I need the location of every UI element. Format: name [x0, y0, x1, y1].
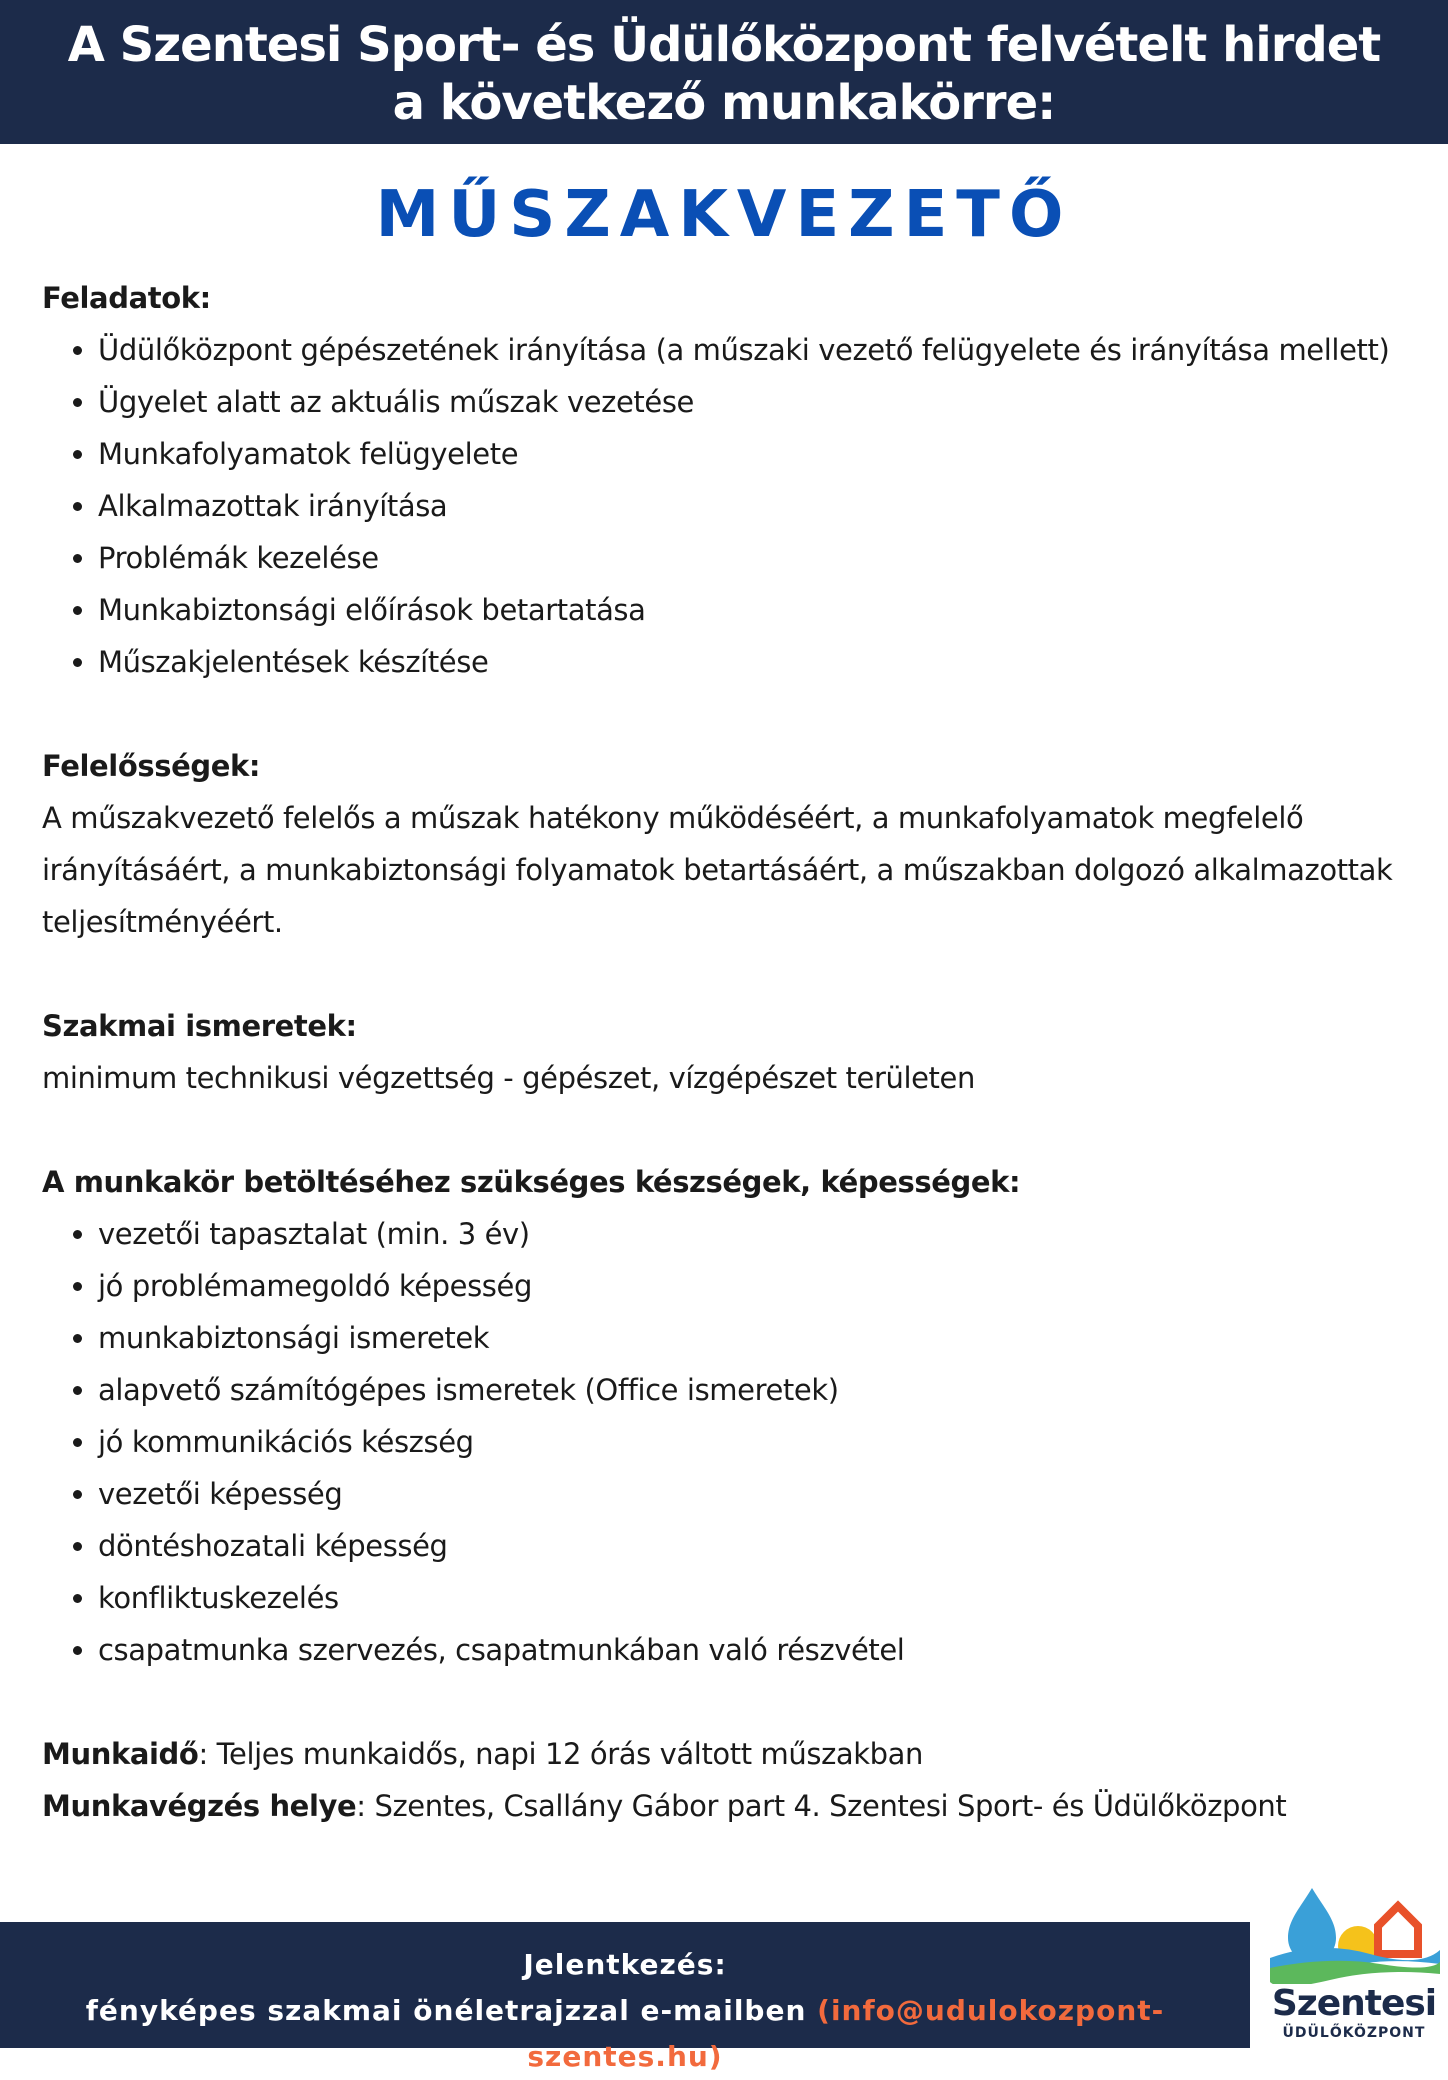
- list-item: • Ügyelet alatt az aktuális műszak vezetése: [98, 376, 1412, 428]
- header-line-1: A Szentesi Sport- és Üdülőközpont felvételt hirdet: [67, 17, 1381, 73]
- responsibilities-heading: Felelősségek:: [42, 749, 261, 783]
- application-footer: [0, 1922, 1250, 2073]
- list-item: • vezetői tapasztalat (min. 3 év): [98, 1208, 1412, 1260]
- list-item: • konfliktuskezelés: [98, 1572, 1412, 1624]
- list-item: • Munkabiztonsági előírások betartatása: [98, 584, 1412, 636]
- worktime-line: [42, 1728, 1412, 1780]
- tasks-list: [42, 324, 1412, 688]
- header-line-2: a következő munkakörre:: [392, 75, 1056, 131]
- logo: [1260, 1880, 1448, 2048]
- logo-name: Szentesi: [1271, 1983, 1437, 2024]
- footer-text: fényképes szakmai önéletrajzzal e-mailben: [85, 1994, 818, 2027]
- list-item: • alapvető számítógépes ismeretek (Office ismeretek): [98, 1364, 1412, 1416]
- logo-graphic-icon: [1260, 1880, 1448, 1984]
- list-item: • jó kommunikációs készség: [98, 1416, 1412, 1468]
- footer-title: Jelentkezés:: [523, 1948, 727, 1981]
- job-title: MŰSZAKVEZETŐ: [375, 178, 1073, 252]
- list-item: • Műszakjelentések készítése: [98, 636, 1412, 688]
- worktime-label: Munkaidő: [42, 1737, 199, 1771]
- footer-text-line: [0, 1988, 1250, 2080]
- list-item: • csapatmunka szervezés, csapatmunkában való részvétel: [98, 1624, 1412, 1676]
- list-item: • jó problémamegoldó képesség: [98, 1260, 1412, 1312]
- page-header: [0, 0, 1448, 144]
- list-item: • Alkalmazottak irányítása: [98, 480, 1412, 532]
- list-item: • Munkafolyamatok felügyelete: [98, 428, 1412, 480]
- list-item: • döntéshozatali képesség: [98, 1520, 1412, 1572]
- job-description: [42, 272, 1412, 1832]
- list-item: • munkabiztonsági ismeretek: [98, 1312, 1412, 1364]
- location-line: [42, 1780, 1412, 1832]
- responsibilities-text: A műszakvezető felelős a műszak hatékony működéséért, a munkafolyamatok megfelelő irányításáért, a munkabiztonsági folyamatok betartásáért, a műszakban dolgozó alkalmazottak teljesítményéért.: [42, 801, 1393, 939]
- skills-heading: A munkakör betöltéséhez szükséges készségek, képességek:: [42, 1165, 1021, 1199]
- email-link[interactable]: (info@udulokozpont-szentes.hu): [527, 1994, 1165, 2073]
- knowledge-heading: Szakmai ismeretek:: [42, 1009, 357, 1043]
- list-item: • Problémák kezelése: [98, 532, 1412, 584]
- location-value: : Szentes, Csallány Gábor part 4. Szentesi Sport- és Üdülőközpont: [356, 1789, 1287, 1823]
- logo-subtitle: ÜDÜLŐKÖZPONT: [1282, 2025, 1426, 2041]
- worktime-value: : Teljes munkaidős, napi 12 órás váltott műszakban: [198, 1737, 924, 1771]
- skills-list: [42, 1208, 1412, 1676]
- list-item: • vezetői képesség: [98, 1468, 1412, 1520]
- tasks-heading: Feladatok:: [42, 281, 211, 315]
- list-item: • Üdülőközpont gépészetének irányítása (a műszaki vezető felügyelete és irányítása mellett): [98, 324, 1412, 376]
- knowledge-text: minimum technikusi végzettség - gépészet, vízgépészet területen: [42, 1061, 975, 1095]
- location-label: Munkavégzés helye: [42, 1789, 357, 1823]
